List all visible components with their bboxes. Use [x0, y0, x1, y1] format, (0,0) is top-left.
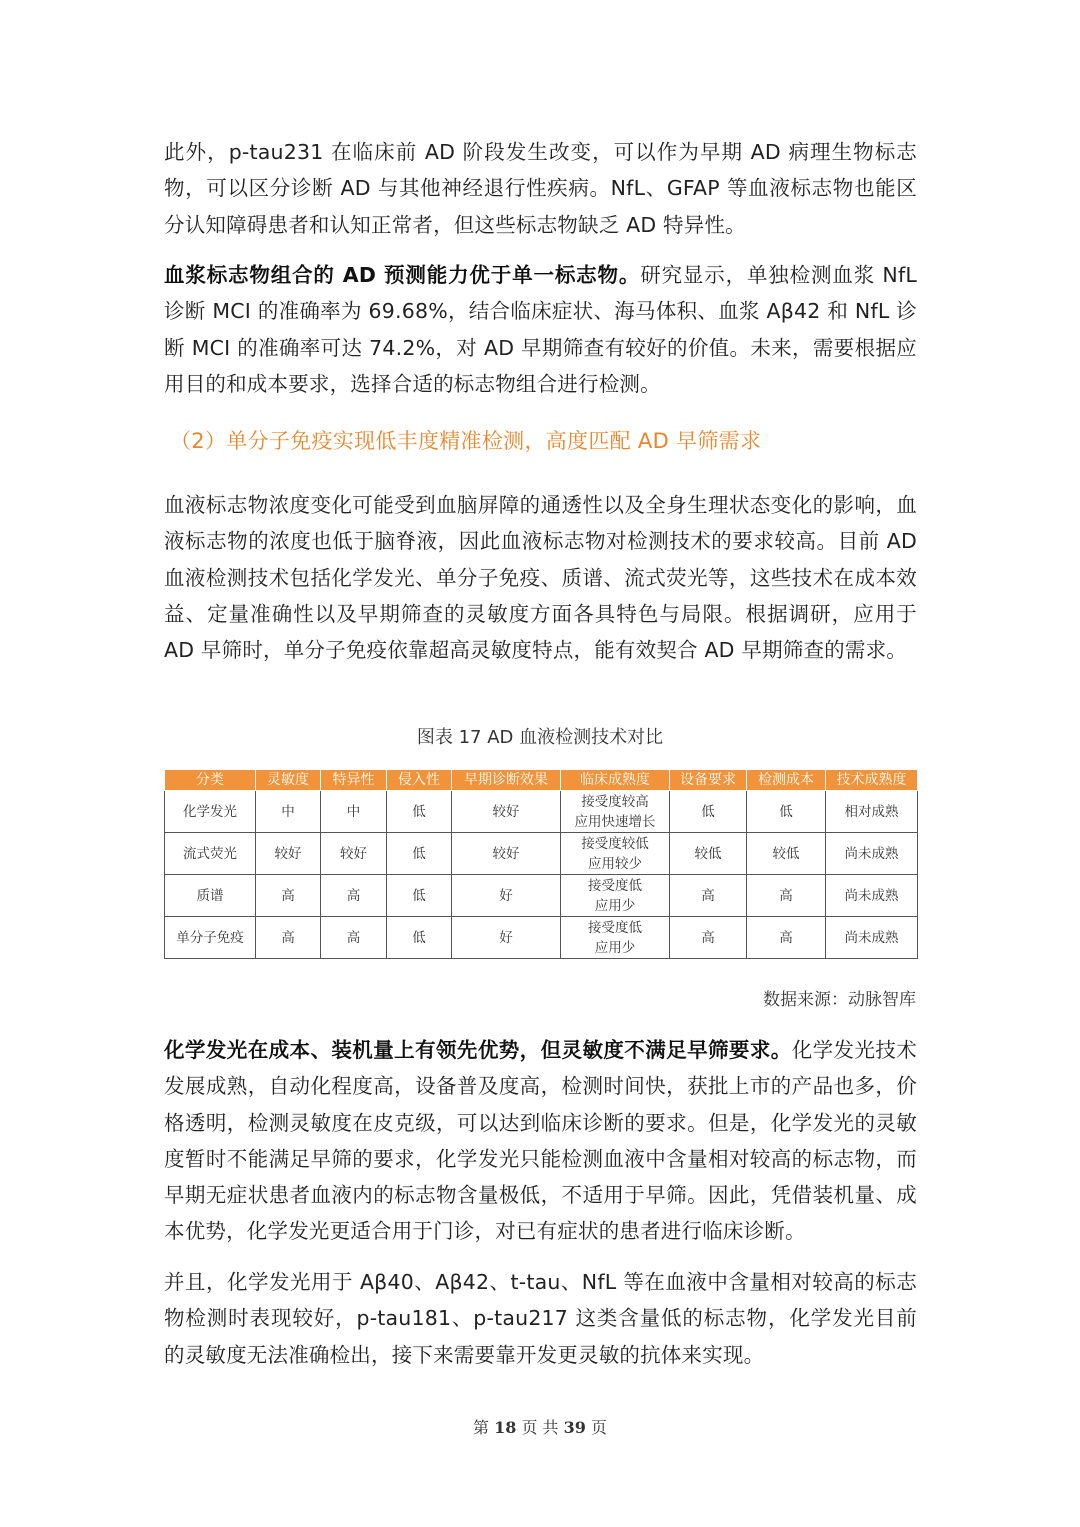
table-cell: 尚未成熟 — [826, 875, 918, 917]
table-header-cell: 特异性 — [321, 770, 387, 791]
footer-prefix: 第 — [472, 1418, 489, 1437]
table-cell-maturity — [561, 833, 670, 875]
table-cell: 低 — [387, 833, 452, 875]
table-cell: 较好 — [321, 833, 387, 875]
table-cell: 低 — [387, 791, 452, 833]
table-row — [165, 917, 918, 959]
table-header-cell: 设备要求 — [670, 770, 747, 791]
maturity-line: 接受度低 — [588, 877, 642, 894]
paragraph-body: 化学发光技术发展成熟，自动化程度高，设备普及度高，检测时间快，获批上市的产品也多，价格透明，检测灵敏度在皮克级，可以达到临床诊断的要求。但是，化学发光的灵敏度暂时不能满足早筛的要求，化学发光只能检测血液中含量相对较高的标志物，而早期无症状患者血液内的标志物含量极低，不适用于早筛。因此，凭借装机量、成本优势，化学发光更适合用于门诊，对已有症状的患者进行临床诊断。 — [164, 1038, 918, 1244]
table-header-cell: 临床成熟度 — [561, 770, 670, 791]
table-cell-maturity — [561, 791, 670, 833]
table-cell: 较好 — [452, 791, 561, 833]
maturity-line: 接受度较高 — [581, 793, 649, 810]
table-cell: 高 — [256, 875, 321, 917]
table-cell: 低 — [747, 791, 826, 833]
table-cell: 较低 — [670, 833, 747, 875]
maturity-line: 接受度较低 — [581, 835, 649, 852]
data-source-note: 数据来源：动脉智库 — [763, 990, 916, 1010]
table-header-cell: 分类 — [165, 770, 256, 791]
table-cell: 低 — [387, 875, 452, 917]
paragraph-body: 研究显示，单独检测血浆 NfL 诊断 MCI 的准确率为 69.68%，结合临床症状、海马体积、血浆 Aβ42 和 NfL 诊断 MCI 的准确率可达 74.2%，对 AD 早期筛查有较好的价值。未来，需要根据应用目的和成本要求，选择合适的标志物组合进行检测。 — [164, 263, 917, 396]
table-cell: 低 — [387, 917, 452, 959]
table-cell: 尚未成熟 — [826, 833, 918, 875]
paragraph-lead-bold: 化学发光在成本、装机量上有领先优势，但灵敏度不满足早筛要求。 — [164, 1038, 792, 1062]
paragraph-blood-biomarkers: 血液标志物浓度变化可能受到血脑屏障的通透性以及全身生理状态变化的影响，血液标志物的浓度也低于脑脊液，因此血液标志物对检测技术的要求较高。目前 AD 血液检测技术包括化学发光、单分子免疫、质谱、流式荧光等，这些技术在成本效益、定量准确性以及早期筛查的灵敏度方面各具特色与局限。根据调研，应用于 AD 早筛时，单分子免疫依靠超高灵敏度特点，能有效契合 AD 早期筛查的需求。 — [164, 493, 917, 663]
table-cell: 中 — [321, 791, 387, 833]
table-cell: 单分子免疫 — [165, 917, 256, 959]
table-header-cell: 灵敏度 — [256, 770, 321, 791]
table-header-cell: 侵入性 — [387, 770, 452, 791]
section-heading: （2）单分子免疫实现低丰度精准检测，高度匹配 AD 早筛需求 — [170, 429, 762, 453]
table-row — [165, 791, 918, 833]
total-page-count: 39 — [563, 1418, 586, 1437]
comparison-table — [164, 769, 918, 959]
paragraph-plasma-combination — [164, 257, 917, 402]
table-cell: 高 — [256, 917, 321, 959]
footer-middle: 页 共 — [521, 1418, 559, 1437]
table-cell: 较好 — [256, 833, 321, 875]
table-cell: 高 — [321, 917, 387, 959]
paragraph-chemiluminescence-markers: 并且，化学发光用于 Aβ40、Aβ42、t-tau、NfL 等在血液中含量相对较高的标志物检测时表现较好，p-tau181、p-tau217 这类含量低的标志物，化学发光目前的灵敏度无法准确检出，接下来需要靠开发更灵敏的抗体来实现。 — [164, 1270, 917, 1367]
maturity-line: 接受度低 — [588, 919, 642, 936]
table-cell: 较低 — [747, 833, 826, 875]
maturity-line: 应用较少 — [588, 855, 642, 872]
maturity-line: 应用少 — [594, 897, 636, 914]
table-cell: 高 — [321, 875, 387, 917]
table-cell-maturity — [561, 875, 670, 917]
paragraph-lead-bold: 血浆标志物组合的 AD 预测能力优于单一标志物。 — [164, 263, 641, 287]
table-cell: 流式荧光 — [165, 833, 256, 875]
table-cell: 高 — [670, 917, 747, 959]
table-cell: 高 — [747, 875, 826, 917]
maturity-line: 应用少 — [594, 939, 636, 956]
table-header-row — [165, 770, 918, 791]
table-cell: 中 — [256, 791, 321, 833]
table-cell: 较好 — [452, 833, 561, 875]
table-cell: 高 — [670, 875, 747, 917]
figure-caption: 图表 17 AD 血液检测技术对比 — [416, 727, 664, 748]
paragraph-ptau231: 此外，p-tau231 在临床前 AD 阶段发生改变，可以作为早期 AD 病理生物标志物，可以区分诊断 AD 与其他神经退行性疾病。NfL、GFAP 等血液标志物也能区分认知障碍患者和认知正常者，但这些标志物缺乏 AD 特异性。 — [164, 140, 917, 237]
table-row — [165, 833, 918, 875]
table-cell: 化学发光 — [165, 791, 256, 833]
current-page-number: 18 — [494, 1418, 517, 1437]
maturity-line: 应用快速增长 — [574, 813, 656, 830]
table-cell: 好 — [452, 875, 561, 917]
table-cell-maturity — [561, 917, 670, 959]
table-header-cell: 技术成熟度 — [826, 770, 918, 791]
table-cell: 尚未成熟 — [826, 917, 918, 959]
table-cell: 相对成熟 — [826, 791, 918, 833]
table-cell: 高 — [747, 917, 826, 959]
page-number-footer — [0, 1416, 1080, 1440]
table-header-cell: 检测成本 — [747, 770, 826, 791]
table-cell: 好 — [452, 917, 561, 959]
footer-suffix: 页 — [591, 1418, 608, 1437]
table-cell: 质谱 — [165, 875, 256, 917]
table-cell: 低 — [670, 791, 747, 833]
paragraph-chemiluminescence — [164, 1032, 917, 1250]
table-header-cell: 早期诊断效果 — [452, 770, 561, 791]
table-row — [165, 875, 918, 917]
